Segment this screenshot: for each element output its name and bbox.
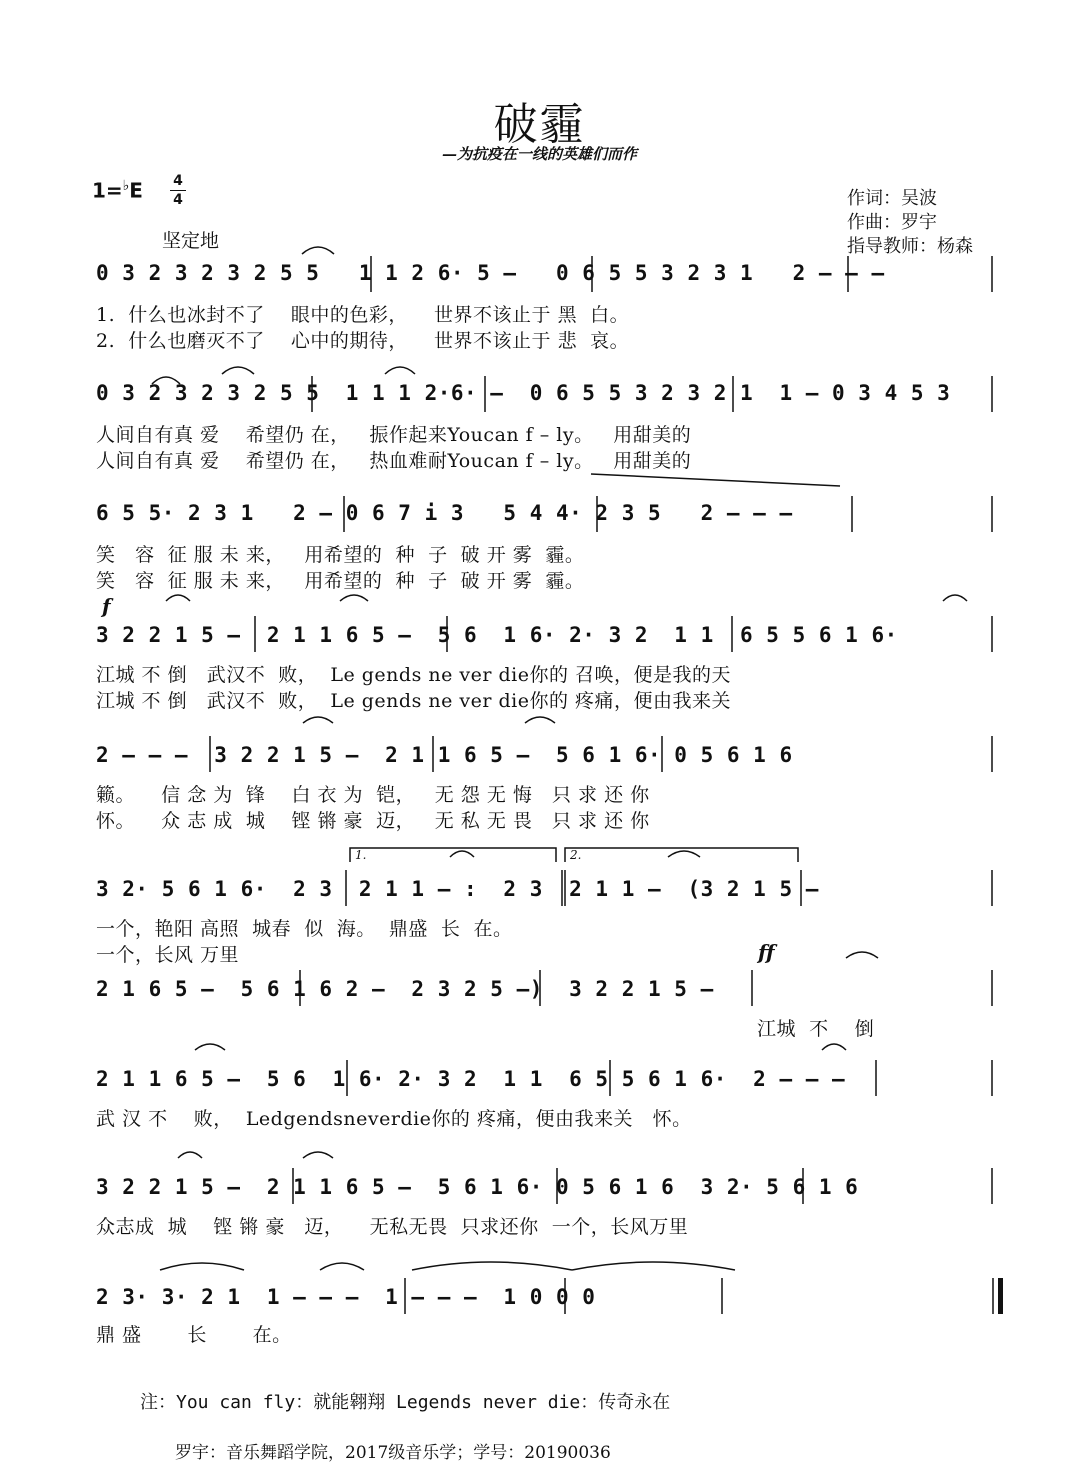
lyric-line-2a: 人间自有真 爱 希望仍 在， 振作起来Youcan f – ly。 用甜美的 xyxy=(96,424,692,446)
lyric-line-6a: 一个，艳阳 高照 城春 似 海。 鼎盛 长 在。 xyxy=(96,918,513,940)
volta-brackets xyxy=(350,848,798,862)
dynamic-fortissimo: ff xyxy=(758,940,775,964)
lyric-line-1a: 1. 什么也冰封不了 眼中的色彩， 世界不该止于 黑 白。 xyxy=(96,304,630,326)
lyric-line-7: 江城 不 倒 xyxy=(757,1018,875,1040)
score-system-5: 2 – – – 3 2 2 1 5 – 2 1 1 6 5 – 5 6 1 6· 0 5 6 1 6 xyxy=(96,743,793,767)
composer-credit: 作曲：罗宇 xyxy=(847,212,937,233)
author-footer: 罗宇：音乐舞蹈学院，2017级音乐学；学号：20190036 xyxy=(175,1443,611,1463)
lyric-line-10: 鼎 盛 长 在。 xyxy=(96,1324,292,1346)
lyric-line-4b: 江城 不 倒 武汉不 败， Le gends ne ver die你的 疼痛，便由我来关 xyxy=(96,690,731,712)
volta-2-label: 2. xyxy=(570,848,582,862)
lyric-line-4a: 江城 不 倒 武汉不 败， Le gends ne ver die你的 召唤，便是我的天 xyxy=(96,664,731,686)
dynamic-forte: f xyxy=(102,594,111,618)
score-system-2: 0 3 2 3 2 3 2 5 5 1 1 1 2·6· – 0 6 5 5 3 2 3 2 1 1 – 0 3 4 5 3 xyxy=(96,381,951,405)
lyric-line-1b: 2. 什么也磨灭不了 心中的期待， 世界不该止于 悲 哀。 xyxy=(96,330,630,352)
lyric-line-6b: 一个，长风 万里 xyxy=(96,944,240,966)
volta-1-label: 1. xyxy=(355,848,367,862)
score-system-8: 2 1 1 6 5 – 5 6 1 6· 2· 3 2 1 1 6 5 5 6 1 6· 2 – – – xyxy=(96,1067,846,1091)
advisor-credit: 指导教师：杨森 xyxy=(847,236,973,257)
song-subtitle: —为抗疫在一线的英雄们而作 xyxy=(441,145,637,163)
score-system-9: 3 2 2 1 5 – 2 1 1 6 5 – 5 6 1 6· 0 5 6 1 6 3 2· 5 6 1 6 xyxy=(96,1175,859,1199)
score-system-1: 0 3 2 3 2 3 2 5 5 1 1 2 6· 5 – 0 6 5 5 3 2 3 1 2 – – – xyxy=(96,261,885,285)
score-system-7: 2 1 6 5 – 5 6 1 6 2 – 2 3 2 5 –) 3 2 2 1 5 – xyxy=(96,977,714,1001)
translation-note: 注：You can fly：就能翱翔 Legends never die：传奇永在 xyxy=(140,1392,671,1413)
lyric-line-5a: 籁。 信 念 为 锋 白 衣 为 铠， 无 怨 无 悔 只 求 还 你 xyxy=(96,784,650,806)
score-system-10: 2 3· 3· 2 1 1 – – – 1 – – – 1 0 0 0 xyxy=(96,1285,596,1309)
slurs xyxy=(152,247,967,1270)
key-signature: 1=♭E xyxy=(92,178,143,203)
song-title: 破霾 xyxy=(493,99,586,150)
bar-lines xyxy=(210,256,993,1314)
lyric-line-3a: 笑 容 征 服 未 来， 用希望的 种 子 破 开 雾 霾。 xyxy=(96,544,585,566)
lyric-line-3b: 笑 容 征 服 未 来， 用希望的 种 子 破 开 雾 霾。 xyxy=(96,570,585,592)
time-signature: 4 4 xyxy=(170,172,186,209)
lyric-line-2b: 人间自有真 爱 希望仍 在， 热血难耐Youcan f – ly。 用甜美的 xyxy=(96,450,692,472)
final-barline xyxy=(998,1278,1003,1314)
lyricist-credit: 作词：吴波 xyxy=(847,188,937,209)
score-system-4: 3 2 2 1 5 – 2 1 1 6 5 – 5 6 1 6· 2· 3 2 1 1 6 5 5 6 1 6· xyxy=(96,623,898,647)
score-system-6: 3 2· 5 6 1 6· 2 3 2 1 1 – : 2 3 2 1 1 – (3 2 1 5 – xyxy=(96,877,819,901)
lyric-line-5b: 怀。 众 志 成 城 铿 锵 豪 迈， 无 私 无 畏 只 求 还 你 xyxy=(96,810,650,832)
lyric-line-9: 众志成 城 铿 锵 豪 迈， 无私无畏 只求还你 一个，长风万里 xyxy=(96,1216,689,1238)
score-system-3: 6 5 5· 2 3 1 2 – 0 6 7 i 3 5 4 4· 2 3 5 2 – – – xyxy=(96,501,793,525)
lyric-line-8: 武 汉 不 败， Ledgendsneverdie你的 疼痛，便由我来关 怀。 xyxy=(96,1108,692,1130)
tempo-marking: 坚定地 xyxy=(162,230,220,252)
